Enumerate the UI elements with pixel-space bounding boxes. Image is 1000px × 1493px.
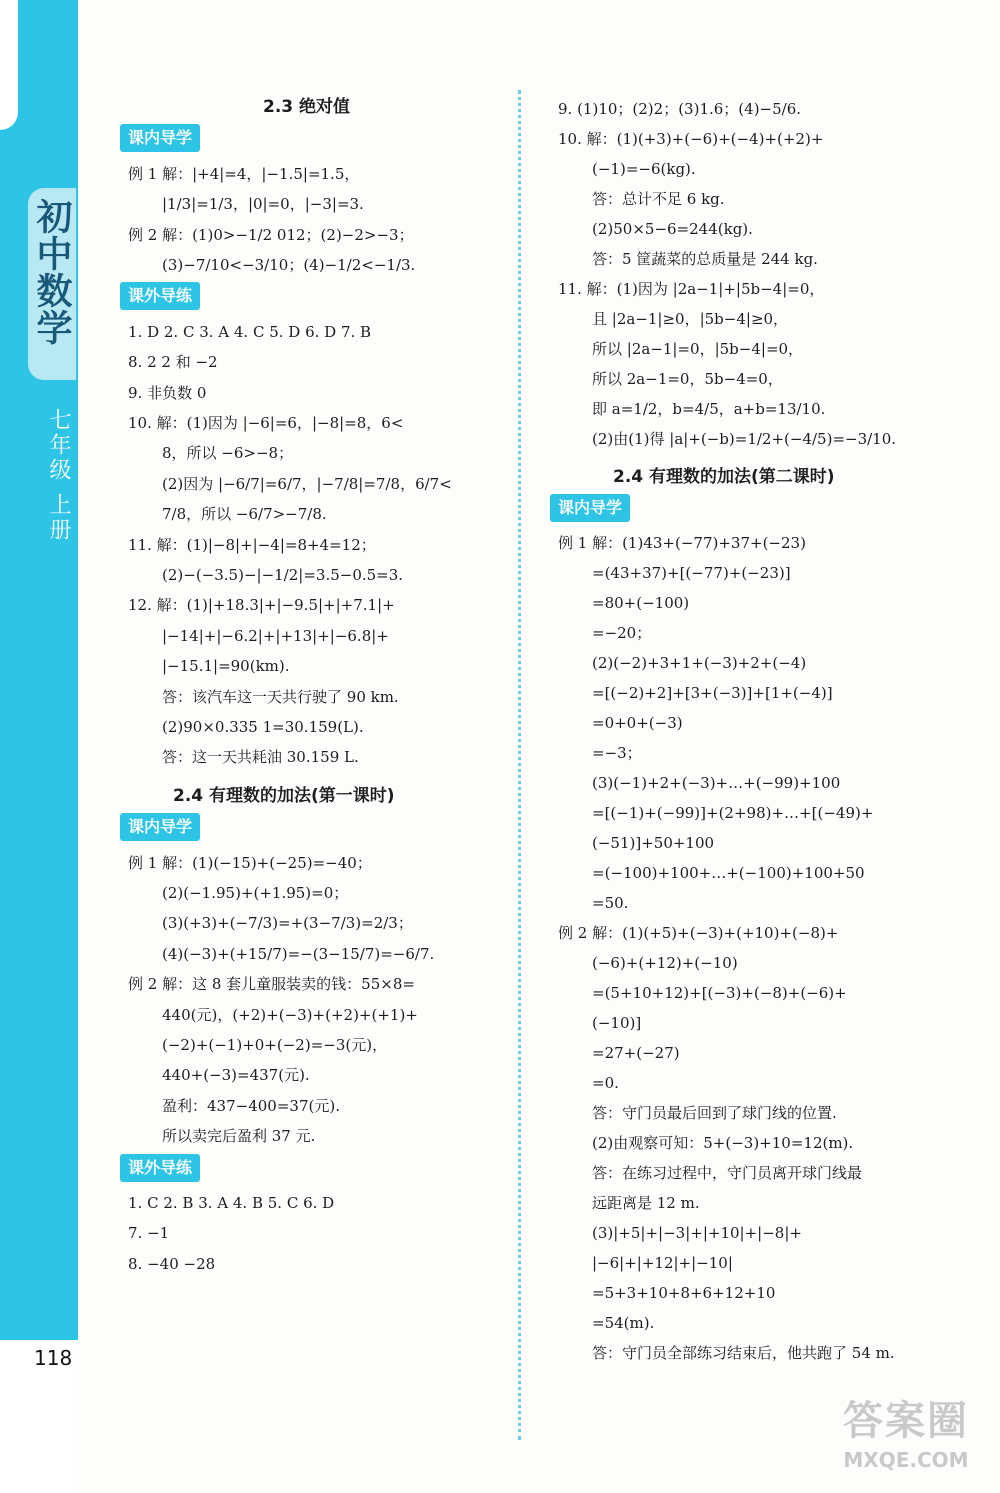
answer-line: =27+(−27) <box>592 1044 680 1062</box>
section-badge: 课外导练 <box>120 1154 200 1182</box>
answer-line: (−10)] <box>592 1014 642 1032</box>
section-badge: 课内导学 <box>120 813 200 841</box>
answer-line: (3)(−1)+2+(−3)+…+(−99)+100 <box>592 774 841 792</box>
answer-line: 11. 解：(1)|−8|+|−4|=8+4=12； <box>128 535 376 554</box>
answer-line: |−15.1|=90(km). <box>162 657 290 676</box>
answer-line: 例 1 解：(1)(−15)+(−25)=−40； <box>128 853 372 872</box>
answer-line: 例 1 解：|+4|=4，|−1.5|=1.5， <box>128 164 360 183</box>
answer-line: (3)(+3)+(−7/3)=+(3−7/3)=2/3； <box>162 914 413 933</box>
answer-line: 答：守门员全部练习结束后，他共跑了 54 m. <box>592 1344 895 1362</box>
answer-line: 7. −1 <box>128 1224 170 1243</box>
answer-line: 答：5 筐蔬菜的总质量是 244 kg. <box>592 250 818 268</box>
answer-line: (−6)+(+12)+(−10) <box>592 954 738 972</box>
answer-line: (2)−(−3.5)−|−1/2|=3.5−0.5=3. <box>162 566 404 584</box>
strip-notch-top <box>0 0 18 130</box>
answer-line: (3)−7/10<−3/10；(4)−1/2<−1/3. <box>162 256 416 274</box>
answer-line: (2)(−2)+3+1+(−3)+2+(−4) <box>592 654 807 672</box>
answer-line: 盈利：437−400=37(元). <box>162 1096 340 1115</box>
answer-line: 且 |2a−1|≥0，|5b−4|≥0， <box>592 310 789 328</box>
answer-line: (4)(−3)+(+15/7)=−(3−15/7)=−6/7. <box>162 944 435 963</box>
answer-line: 远距离是 12 m. <box>592 1194 700 1212</box>
answer-line: 1. D 2. C 3. A 4. C 5. D 6. D 7. B <box>128 322 372 341</box>
answer-line: =[(−2)+2]+[3+(−3)]+[1+(−4)] <box>592 684 833 702</box>
answer-line: =(5+10+12)+[(−3)+(−8)+(−6)+ <box>592 984 847 1002</box>
answer-line: =50. <box>592 894 629 912</box>
subject-label: 初中数学 <box>31 198 72 346</box>
answer-line: 8. −40 −28 <box>128 1254 216 1273</box>
answer-line: =5+3+10+8+6+12+10 <box>592 1284 776 1302</box>
answer-line: =0. <box>592 1074 619 1092</box>
column-divider <box>518 90 521 1440</box>
answer-line: =(43+37)+[(−77)+(−23)] <box>592 564 791 582</box>
answer-line: |1/3|=1/3，|0|=0，|−3|=3. <box>162 195 364 214</box>
answer-line: 所以卖完后盈利 37 元. <box>162 1127 316 1146</box>
answer-line: =[(−1)+(−99)]+(2+98)+…+[(−49)+ <box>592 804 874 822</box>
answer-line: 例 2 解：(1)0>−1/2 012；(2)−2>−3； <box>128 225 414 244</box>
page-number: 118 <box>34 1346 73 1370</box>
side-strip <box>0 0 78 1493</box>
watermark-main: 答案圈 <box>843 1398 969 1444</box>
answer-line: =(−100)+100+…+(−100)+100+50 <box>592 864 865 882</box>
answer-line: 440+(−3)=437(元). <box>162 1066 310 1085</box>
answer-line: 例 2 解：(1)(+5)+(−3)+(+10)+(−8)+ <box>558 924 839 942</box>
answer-line: 8，所以 −6>−8； <box>162 444 294 463</box>
answer-line: 即 a=1/2，b=4/5，a+b=13/10. <box>592 400 826 418</box>
section-heading: 2.3 绝对值 <box>263 97 351 117</box>
answer-line: =80+(−100) <box>592 594 690 612</box>
answer-line: 1. C 2. B 3. A 4. B 5. C 6. D <box>128 1194 335 1212</box>
answer-line: 8. 2 2 和 −2 <box>128 353 218 372</box>
answer-line: 例 1 解：(1)43+(−77)+37+(−23) <box>558 534 806 552</box>
section-badge: 课内导学 <box>550 494 630 522</box>
answer-line: (2)由观察可知：5+(−3)+10=12(m). <box>592 1134 854 1152</box>
answer-line: 12. 解：(1)|+18.3|+|−9.5|+|+7.1|+ <box>128 596 395 615</box>
section-badge: 课外导练 <box>120 282 200 310</box>
watermark-logo <box>818 1396 994 1482</box>
answer-line: 答：该汽车这一天共行驶了 90 km. <box>162 687 399 706</box>
answer-line: 答：这一天共耗油 30.159 L. <box>162 748 359 767</box>
answer-line: 所以 2a−1=0，5b−4=0， <box>592 370 783 388</box>
answer-line: 答：守门员最后回到了球门线的位置. <box>592 1104 837 1122</box>
section-heading: 2.4 有理数的加法(第二课时) <box>613 467 835 487</box>
answer-line: |−14|+|−6.2|+|+13|+|−6.8|+ <box>162 626 389 645</box>
answer-line: 7/8，所以 −6/7>−7/8. <box>162 505 327 524</box>
answer-line: 例 2 解：这 8 套儿童服装卖的钱：55×8= <box>128 975 415 994</box>
answer-line: 答：总计不足 6 kg. <box>592 190 725 208</box>
grade-label: 七年级 上册 <box>46 408 71 543</box>
answer-line: 9. (1)10；(2)2；(3)1.6；(4)−5/6. <box>558 100 802 118</box>
answer-line: 答：在练习过程中，守门员离开球门线最 <box>592 1164 863 1182</box>
answer-line: (2)50×5−6=244(kg). <box>592 220 753 238</box>
answer-line: (2)因为 |−6/7|=6/7，|−7/8|=7/8，6/7< <box>162 474 452 493</box>
answer-line: =54(m). <box>592 1314 655 1332</box>
answer-line: (2)(−1.95)+(+1.95)=0； <box>162 884 349 902</box>
answer-line: =−20； <box>592 624 652 642</box>
answer-line: 11. 解：(1)因为 |2a−1|+|5b−4|=0， <box>558 280 825 298</box>
answer-line: (−2)+(−1)+0+(−2)=−3(元)， <box>162 1036 388 1054</box>
answer-line: (3)|+5|+|−3|+|+10|+|−8|+ <box>592 1224 802 1242</box>
answer-line: (−51)]+50+100 <box>592 834 715 852</box>
answer-line: 440(元)，(+2)+(−3)+(+2)+(+1)+ <box>162 1005 418 1024</box>
answer-line: (2)90×0.335 1=30.159(L). <box>162 718 364 736</box>
answer-line: 9. 非负数 0 <box>128 383 207 402</box>
answer-line: |−6|+|+12|+|−10| <box>592 1254 733 1272</box>
answer-line: =0+0+(−3) <box>592 714 683 732</box>
answer-line: =−3； <box>592 744 642 762</box>
answer-line: (2)由(1)得 |a|+(−b)=1/2+(−4/5)=−3/10. <box>592 430 897 448</box>
watermark-url: MXQE.COM <box>843 1448 969 1472</box>
answer-line: 10. 解：(1)(+3)+(−6)+(−4)+(+2)+ <box>558 130 824 148</box>
section-badge: 课内导学 <box>120 124 200 152</box>
answer-line: 所以 |2a−1|=0，|5b−4|=0， <box>592 340 804 358</box>
answer-line: 10. 解：(1)因为 |−6|=6，|−8|=8，6< <box>128 414 404 432</box>
answer-line: (−1)=−6(kg). <box>592 160 696 178</box>
section-heading: 2.4 有理数的加法(第一课时) <box>173 785 395 806</box>
